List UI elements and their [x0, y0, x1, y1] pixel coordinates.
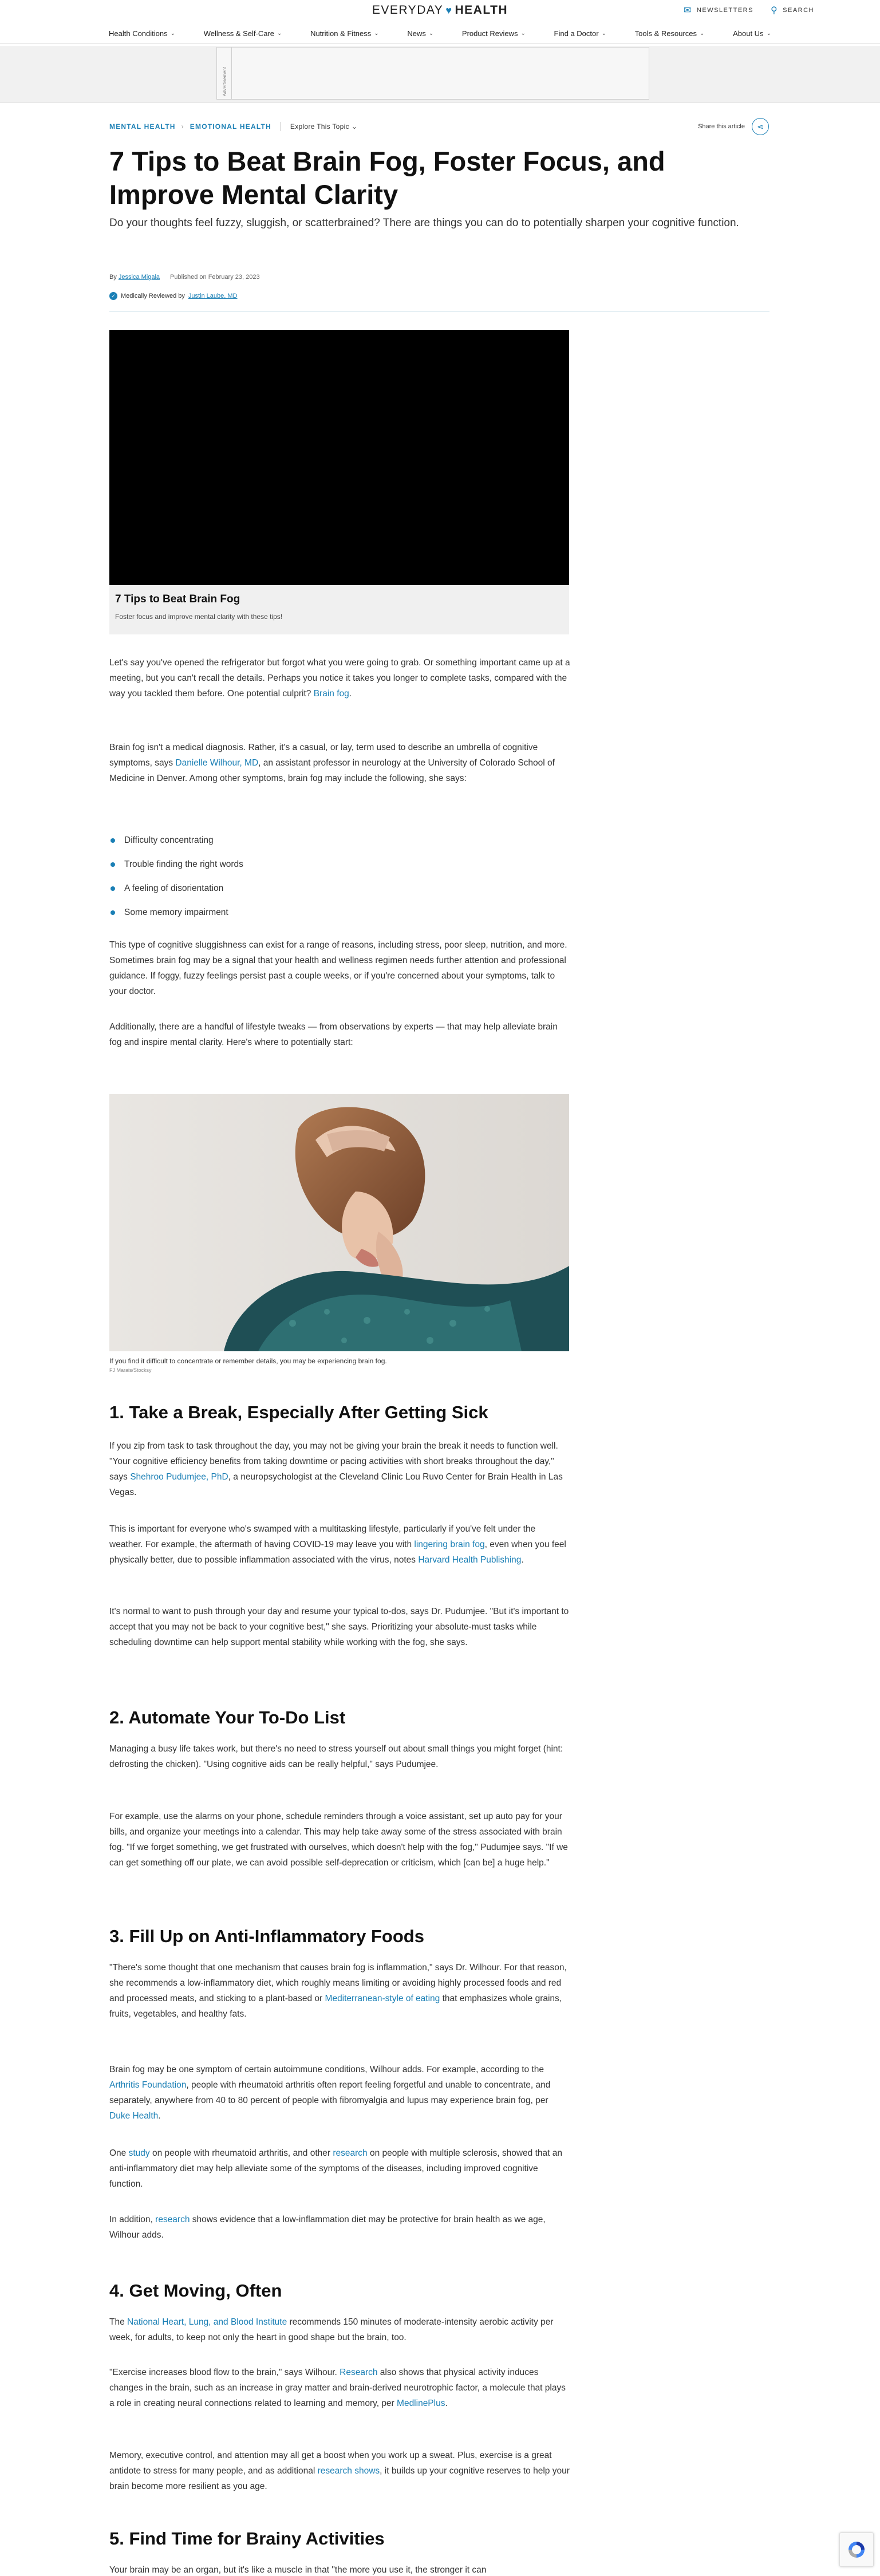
section-heading-2: 2. Automate Your To-Do List: [109, 1707, 346, 1727]
text: Brain fog may be one symptom of certain autoimmune conditions, Wilhour adds. For example, according to the: [109, 2065, 544, 2074]
s4-paragraph-3: [109, 2448, 570, 2494]
breadcrumb-emotional-health[interactable]: EMOTIONAL HEALTH: [190, 123, 271, 131]
text: , an assistant professor in neurology at the University of Colorado School of Medicine in Denver. Among other symptoms, brain fog may include the following, she says:: [109, 758, 555, 783]
brain-fog-link[interactable]: Brain fog: [313, 689, 349, 699]
s1-paragraph-3: It's normal to want to push through your day and resume your typical to-dos, says Dr. Pudumjee. "But it's important to accept that you may not be back to your cognitive best," she says. Prioritizing your absolute-must tasks while scheduling downtime can help support mental stability while working with the fog, she says.: [109, 1607, 569, 1647]
heart-icon: ♥: [445, 4, 453, 16]
text: , people with rheumatoid arthritis often report feeling forgetful and unable to concentrate, and separately, anywhere from 40 to 80 percent of people with fibromyalgia and lupus may experience brain fog, per: [109, 2080, 551, 2105]
recaptcha-badge[interactable]: [839, 2532, 874, 2567]
duke-health-link[interactable]: Duke Health: [109, 2111, 159, 2121]
nav-product-reviews[interactable]: [462, 29, 526, 38]
newsletters-label: NEWSLETTERS: [696, 7, 753, 14]
s3-paragraph-3: [109, 2145, 570, 2192]
s3-paragraph-4: [109, 2212, 570, 2243]
s5-paragraph-1: Your brain may be an organ, but it's like a muscle in that "the more you use it, the stronger it can: [109, 2565, 487, 2575]
chevron-down-icon: ⌄: [170, 30, 176, 37]
text: that emphasizes whole grains, fruits, vegetables, and healthy fats.: [109, 1994, 562, 2019]
s2-paragraph-2: For example, use the alarms on your phone, schedule reminders through a voice assistant, set up auto pay for your bills, and organize your meetings into a calendar. This may help take away some of the stress associated with brain fog. "If we forget something, we get frustrated with ourselves, which doesn't help with the fog," Pudumjee says. "If we can get something off our plate, we can avoid possible self-deprecation or criticism, which [can be] a huge help.": [109, 1812, 568, 1868]
list-item-text: A feeling of disorientation: [124, 883, 224, 893]
photo-credit: FJ Marais/Stocksy: [109, 1367, 152, 1373]
bullet-icon: [111, 886, 115, 891]
bullet-icon: [111, 838, 115, 843]
list-item: [109, 829, 570, 853]
published-date: Published on February 23, 2023: [170, 274, 260, 281]
article-photo: [109, 1094, 569, 1351]
medical-review: [109, 292, 238, 300]
symptom-list: [109, 829, 570, 925]
s3-paragraph-1: [109, 1960, 570, 2022]
text: .: [158, 2111, 161, 2121]
explore-topic-button[interactable]: [290, 123, 357, 131]
text: If you zip from task to task throughout the day, you may not be giving your brain the break it needs to function well. "Your cognitive efficiency benefits from taking downtime or pacing activities with short breaks throughout the day," says: [109, 1441, 558, 1482]
logo-suffix: HEALTH: [455, 3, 508, 17]
research-link[interactable]: Research: [340, 2368, 378, 2377]
arthritis-foundation-link[interactable]: Arthritis Foundation: [109, 2080, 187, 2090]
section-heading-4: 4. Get Moving, Often: [109, 2281, 282, 2301]
text: The: [109, 2317, 128, 2327]
intro-paragraph-4: Additionally, there are a handful of lifestyle tweaks — from observations by experts — that may help alleviate brain fog and inspire mental clarity. Here's where to potentially start:: [109, 1022, 558, 1047]
ad-slot[interactable]: [216, 47, 649, 100]
list-item-text: Trouble finding the right words: [124, 859, 243, 869]
share-icon: ⋖: [757, 121, 764, 131]
chevron-down-icon: ⌄: [374, 30, 379, 37]
nav-tools[interactable]: [635, 29, 705, 38]
text: on people with multiple sclerosis, showed that an anti-inflammatory diet may help alleviate some of the symptoms of the diseases, including improved cognitive function.: [109, 2148, 562, 2189]
text: on people with rheumatoid arthritis, and other: [149, 2148, 333, 2158]
chevron-down-icon: ⌄: [277, 30, 282, 37]
research-link[interactable]: research: [155, 2215, 190, 2224]
shehroo-pudumjee-link[interactable]: Shehroo Pudumjee, PhD: [130, 1472, 228, 1482]
section-heading-1: 1. Take a Break, Especially After Getting Sick: [109, 1402, 488, 1422]
nav-wellness[interactable]: [204, 29, 282, 38]
list-item: [109, 853, 570, 877]
newsletters-button[interactable]: [684, 5, 753, 16]
nav-label: About Us: [733, 29, 764, 38]
nav-label: Find a Doctor: [554, 29, 599, 38]
research-link[interactable]: research: [333, 2148, 368, 2158]
chevron-down-icon: ⌄: [766, 30, 771, 37]
woman-holding-head-image: [109, 1094, 569, 1351]
chevron-down-icon: ⌄: [700, 30, 705, 37]
study-link[interactable]: study: [128, 2148, 150, 2158]
author-link[interactable]: Jessica Migala: [118, 274, 160, 281]
intro-paragraph-2: [109, 740, 570, 786]
text: , even when you feel physically better, due to possible inflammation associated with the virus, notes: [109, 1540, 566, 1565]
text: recommends 150 minutes of moderate-intensity aerobic activity per week, for adults, to keep not only the heart in good shape but the brain, too.: [109, 2317, 554, 2342]
nav-label: News: [407, 29, 426, 38]
by-label: By: [109, 274, 117, 281]
checkmark-icon: ✓: [109, 292, 117, 300]
list-item: [109, 877, 570, 901]
search-icon: ⚲: [770, 6, 779, 15]
s4-paragraph-1: [109, 2314, 570, 2345]
mail-icon: ✉: [684, 6, 692, 15]
text: .: [445, 2399, 448, 2408]
nav-label: Nutrition & Fitness: [310, 29, 372, 38]
main-nav: [0, 24, 880, 44]
reviewed-label: Medically Reviewed by: [121, 293, 185, 299]
s4-paragraph-2: [109, 2365, 570, 2411]
share-button[interactable]: [752, 118, 769, 135]
text: , a neuropsychologist at the Cleveland Clinic Lou Ruvo Center for Brain Health in Las Vegas.: [109, 1472, 563, 1497]
byline: [109, 274, 260, 281]
nav-find-doctor[interactable]: [554, 29, 606, 38]
video-title: 7 Tips to Beat Brain Fog: [115, 593, 240, 605]
video-subtitle: Foster focus and improve mental clarity with these tips!: [115, 613, 283, 621]
nhlbi-link[interactable]: National Heart, Lung, and Blood Institute: [127, 2317, 287, 2327]
s3-paragraph-2: [109, 2062, 570, 2124]
text: shows evidence that a low-inflammation diet may be protective for brain health as we age, Wilhour adds.: [109, 2215, 546, 2240]
danielle-wilhour-link[interactable]: Danielle Wilhour, MD: [175, 758, 259, 768]
s2-paragraph-1: Managing a busy life takes work, but there's no need to stress yourself out about small things you might forget (hint: defrosting the chicken). "Using cognitive aids can be really helpful," says Pudumjee.: [109, 1744, 563, 1769]
list-item: [109, 901, 570, 925]
text: One: [109, 2148, 129, 2158]
list-item-text: Difficulty concentrating: [124, 835, 214, 845]
s1-paragraph-2: [109, 1521, 570, 1568]
section-heading-5: 5. Find Time for Brainy Activities: [109, 2528, 385, 2549]
photo-caption: If you find it difficult to concentrate or remember details, you may be experiencing brain fog.: [109, 1357, 387, 1365]
chevron-down-icon: ⌄: [351, 123, 358, 131]
mediterranean-diet-link[interactable]: Mediterranean-style of eating: [325, 1994, 440, 2003]
text: "There's some thought that one mechanism that causes brain fog is inflammation," says Dr. Wilhour. For that reason, she recommends a low-inflammatory diet, which roughly means limiting or avoiding highly processed foods and red and processed meats, and sticking to a plant-based or: [109, 1963, 567, 2003]
lingering-brain-fog-link[interactable]: lingering brain fog: [414, 1540, 485, 1549]
bullet-icon: [111, 910, 115, 915]
video-caption: [109, 585, 569, 634]
recaptcha-icon: [847, 2540, 866, 2559]
chevron-down-icon: ⌄: [601, 30, 606, 37]
ad-divider: [231, 47, 232, 100]
s1-paragraph-1: [109, 1438, 570, 1500]
text: .: [349, 689, 352, 699]
text: also shows that physical activity induces changes in the brain, such as an increase in gray matter and brain-derived neurotrophic factor, a molecule that plays a role in creating neural connections related to learning and memory, per: [109, 2368, 566, 2408]
search-label: SEARCH: [783, 7, 814, 14]
medlineplus-link[interactable]: MedlinePlus: [397, 2399, 445, 2408]
text: "Exercise increases blood flow to the brain," says Wilhour.: [109, 2368, 340, 2377]
text: In addition,: [109, 2215, 156, 2224]
nav-label: Wellness & Self-Care: [203, 29, 274, 38]
share-label: Share this article: [698, 123, 745, 130]
nav-nutrition[interactable]: [310, 29, 379, 38]
explore-label: Explore This Topic: [290, 123, 349, 131]
breadcrumb-mental-health[interactable]: MENTAL HEALTH: [109, 123, 176, 131]
text: This is important for everyone who's swamped with a multitasking lifestyle, particularly if you've felt under the weather. For example, the aftermath of having COVID-19 may leave you with: [109, 1524, 536, 1549]
text: Memory, executive control, and attention may all get a boost when you work up a sweat. Plus, exercise is a great antidote to stress for many people, and as additional: [109, 2451, 552, 2476]
nav-label: Tools & Resources: [634, 29, 697, 38]
search-button[interactable]: [771, 5, 814, 16]
site-logo[interactable]: [372, 3, 508, 17]
research-shows-link[interactable]: research shows: [317, 2466, 380, 2476]
harvard-health-link[interactable]: Harvard Health Publishing: [418, 1555, 522, 1565]
text: , it builds up your cognitive reserves to help your brain become more resilient as you age.: [109, 2466, 570, 2491]
section-heading-3: 3. Fill Up on Anti-Inflammatory Foods: [109, 1926, 424, 1946]
chevron-down-icon: ⌄: [428, 30, 434, 37]
list-item-text: Some memory impairment: [124, 908, 228, 917]
site-header: [0, 0, 880, 21]
nav-news[interactable]: [407, 29, 433, 38]
page-subtitle: Do your thoughts feel fuzzy, sluggish, or scatterbrained? There are things you can do to potentially sharpen your cognitive function.: [109, 217, 739, 229]
text: Brain fog isn't a medical diagnosis. Rather, it's a casual, or lay, term used to describe an umbrella of cognitive symptoms, says: [109, 743, 538, 768]
reviewer-link[interactable]: Justin Laube, MD: [188, 293, 238, 299]
intro-paragraph-1: [109, 655, 570, 701]
text: .: [521, 1555, 524, 1565]
nav-about[interactable]: [733, 29, 771, 38]
logo-prefix: EVERYDAY: [372, 3, 444, 17]
ad-label: Advertisement: [222, 66, 227, 96]
breadcrumb-separator: ›: [181, 123, 184, 131]
nav-health-conditions[interactable]: [109, 29, 175, 38]
intro-paragraph-3: This type of cognitive sluggishness can exist for a range of reasons, including stress, poor sleep, nutrition, and more. Sometimes brain fog may be a signal that your health and wellness regimen needs further attention and professional guidance. If foggy, fuzzy feelings persist past a couple weeks, or if you're concerned about your symptoms, talk to your doctor.: [109, 940, 567, 996]
chevron-down-icon: ⌄: [520, 30, 526, 37]
text: Let's say you've opened the refrigerator but forgot what you were going to grab. Or something important came up at a meeting, but you can't recall the details. Perhaps you notice it takes you longer to complete tasks, compared with the way you tackled them before. One potential culprit?: [109, 658, 570, 699]
video-player[interactable]: [109, 330, 569, 585]
nav-label: Health Conditions: [109, 29, 168, 38]
breadcrumb: [109, 122, 357, 131]
share-article: [698, 118, 769, 135]
page-title: 7 Tips to Beat Brain Fog, Foster Focus, and Improve Mental Clarity: [109, 146, 665, 210]
nav-label: Product Reviews: [461, 29, 518, 38]
bullet-icon: [111, 862, 115, 867]
